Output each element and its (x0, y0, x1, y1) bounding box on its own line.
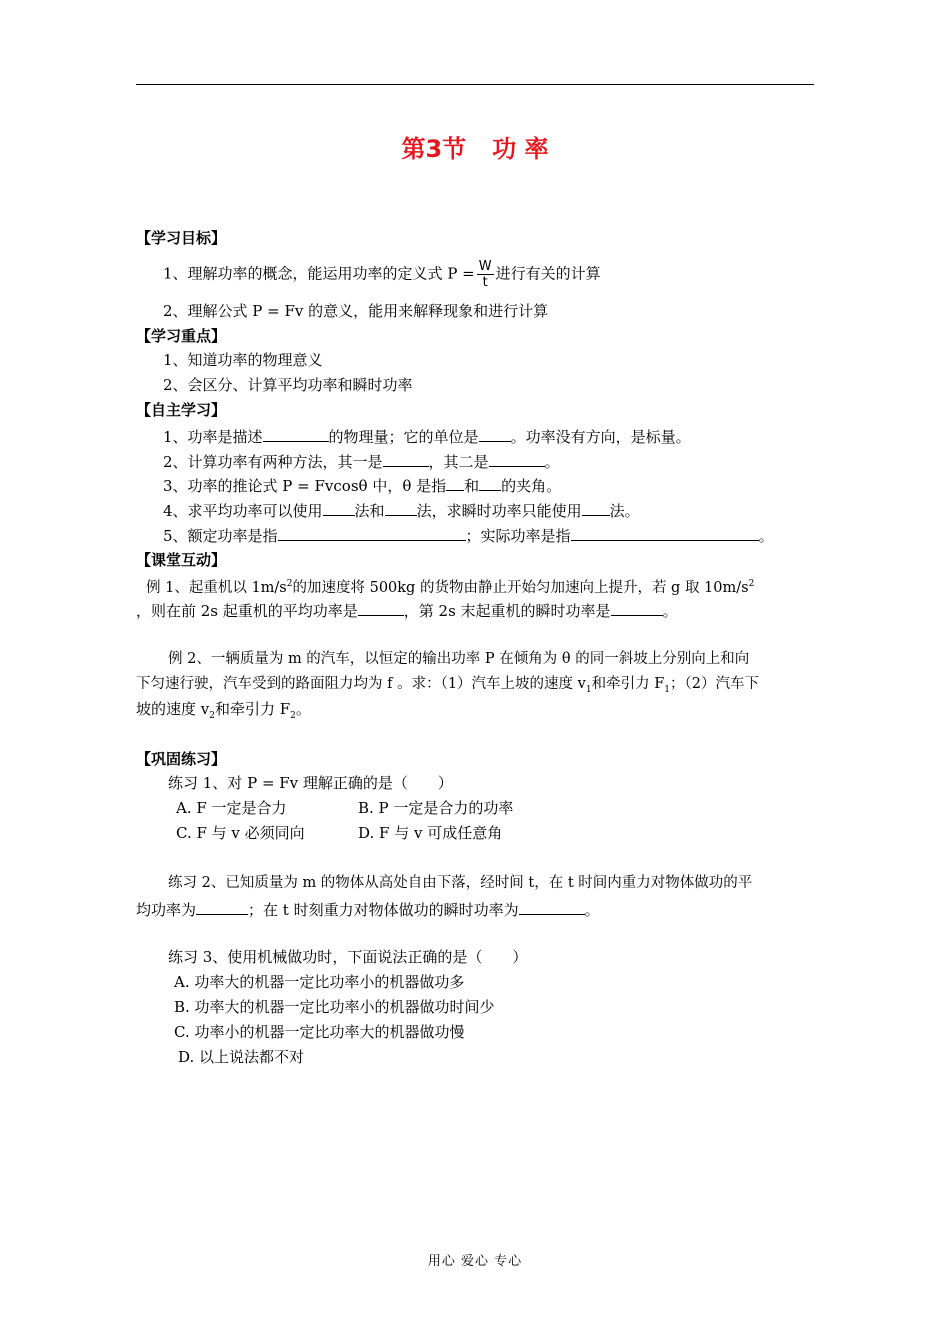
practice-heading: 【巩固练习】 (136, 750, 227, 768)
example-2-line-1: 例 2、一辆质量为 m 的汽车，以恒定的输出功率 P 在倾角为 θ 的同一斜坡上分别向上和向 (168, 651, 750, 667)
practice-1-option-a[interactable]: A. F 一定是合力 (176, 799, 287, 817)
practice-2-line-2: 均功率为 ；在 t 时刻重力对物体做功的瞬时功率为 。 (136, 898, 600, 920)
header-rule (136, 84, 814, 85)
self-study-heading: 【自主学习】 (136, 401, 227, 419)
self-study-q5: 5、额定功率是指 ；实际功率是指 。 (163, 524, 774, 546)
self-study-q3: 3、功率的推论式 P = Fvcosθ 中，θ 是指 和 的夹角。 (163, 474, 561, 496)
class-interaction-heading: 【课堂互动】 (136, 551, 227, 569)
practice-2-line-1: 练习 2、已知质量为 m 的物体从高处自由下落，经时间 t，在 t 时间内重力对物体做功的平 (168, 875, 753, 891)
answer-blank[interactable] (479, 425, 511, 442)
objective-2: 2、理解公式 P = Fv 的意义，能用来解释现象和进行计算 (163, 302, 549, 320)
page-footer: 用心 爱心 专心 (427, 1254, 523, 1269)
answer-blank[interactable] (358, 599, 404, 616)
practice-1-stem: 练习 1、对 P = Fv 理解正确的是（ ） (168, 774, 453, 792)
answer-blank[interactable] (489, 450, 545, 467)
practice-3-option-b[interactable]: B. 功率大的机器一定比功率小的机器做功时间少 (174, 998, 495, 1016)
section-name: 功 率 (492, 135, 549, 163)
key-point-2: 2、会区分、计算平均功率和瞬时功率 (163, 376, 413, 394)
answer-blank[interactable] (385, 499, 417, 516)
page-title (0, 134, 950, 164)
practice-3-stem: 练习 3、使用机械做功时，下面说法正确的是（ ） (168, 948, 528, 966)
self-study-q2: 2、计算功率有两种方法，其一是 ，其二是 。 (163, 450, 560, 472)
power-formula-fraction: $\frac{W}{t}$ (478, 259, 492, 290)
practice-3-option-a[interactable]: A. 功率大的机器一定比功率小的机器做功多 (174, 973, 465, 991)
example-1-line-1: 例 1、起重机以 $1m/s^2$的加速度将 500kg 的货物由静止开始匀加速向上提升，若 g 取 $10m/s^2$ (146, 579, 755, 596)
answer-blank[interactable] (571, 524, 759, 541)
practice-1-option-b[interactable]: B. P 一定是合力的功率 (358, 799, 514, 817)
practice-3-option-d[interactable]: D. 以上说法都不对 (178, 1048, 305, 1066)
objective-1: 1、理解功率的概念，能运用功率的定义式 P = $\frac{W}{t}$ 进行有关的计算 (163, 259, 601, 290)
section-number: 第3节 (401, 135, 467, 163)
objectives-heading: 【学习目标】 (136, 229, 227, 247)
practice-3-option-c[interactable]: C. 功率小的机器一定比功率大的机器做功慢 (174, 1023, 465, 1041)
answer-blank[interactable] (383, 450, 429, 467)
answer-blank[interactable] (263, 425, 329, 442)
answer-blank[interactable] (446, 474, 464, 491)
key-point-1: 1、知道功率的物理意义 (163, 351, 323, 369)
practice-1-option-d[interactable]: D. F 与 v 可成任意角 (358, 824, 503, 842)
example-2-line-2: 下匀速行驶，汽车受到的路面阻力均为 f 。求：（1）汽车上坡的速度 $v_1$和牵引力 $F_1$；（2）汽车下 (136, 676, 759, 695)
answer-blank[interactable] (479, 474, 501, 491)
answer-blank[interactable] (519, 898, 585, 915)
answer-blank[interactable] (611, 599, 663, 616)
answer-blank[interactable] (323, 499, 355, 516)
practice-1-option-c[interactable]: C. F 与 v 必须同向 (176, 824, 305, 842)
answer-blank[interactable] (278, 524, 466, 541)
answer-blank[interactable] (196, 898, 248, 915)
answer-blank[interactable] (582, 499, 610, 516)
self-study-q1: 1、功率是描述 的物理量；它的单位是 。功率没有方向，是标量。 (163, 425, 691, 447)
key-points-heading: 【学习重点】 (136, 327, 227, 345)
example-1-line-2: ，则在前 2s 起重机的平均功率是 ，第 2s 末起重机的瞬时功率是 。 (136, 599, 678, 621)
example-2-line-3: 坡的速度 $v_2$和牵引力 $F_2$。 (136, 700, 311, 721)
self-study-q4: 4、求平均功率可以使用 法和 法，求瞬时功率只能使用 法。 (163, 499, 640, 521)
